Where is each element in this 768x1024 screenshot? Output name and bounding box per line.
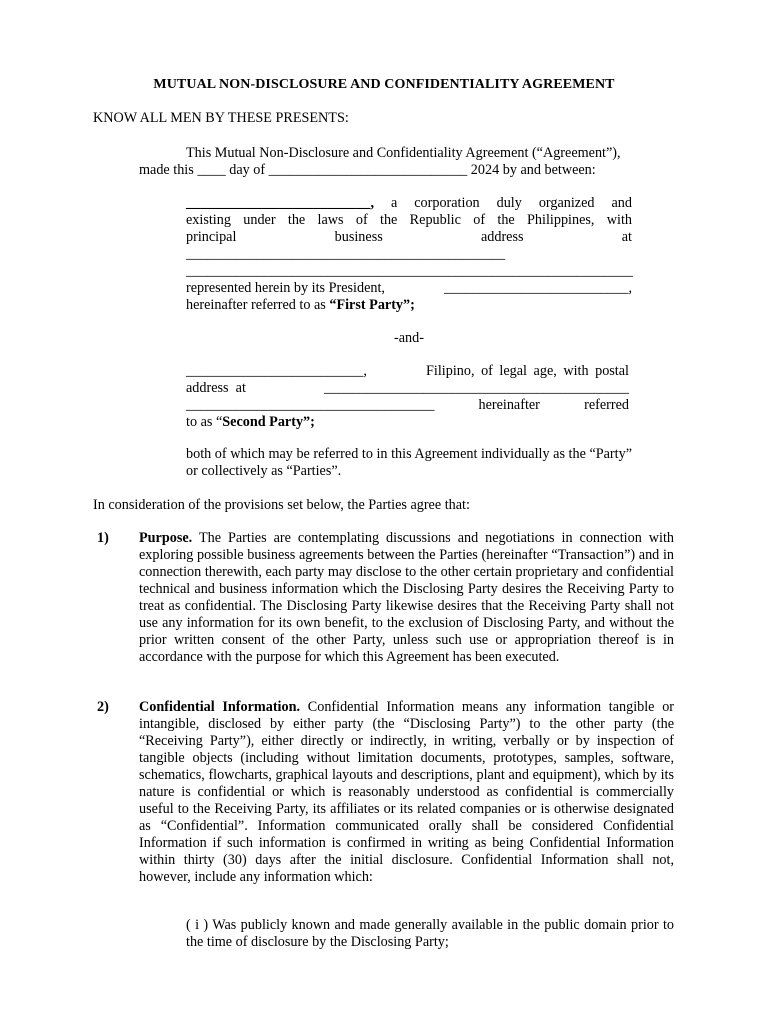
first-party-address-blank-2: _______________________________________________________________ [186,263,633,279]
word: ”; [303,414,315,430]
section-1-purpose [139,530,674,666]
first-party-line-3 [186,229,632,246]
section-2-heading: Confidential Information. [139,699,301,715]
first-party-line-1 [186,195,632,212]
consideration-line: In consideration of the provisions set below, the Parties agree that: [93,497,470,513]
second-party-label: Second Party [222,414,304,430]
subitem-i: ( i ) Was publicly known and made generally available in the public domain prior to the time of disclosure by the Disclosing Party; [186,917,674,950]
first-party-label: “First Party”; [329,297,415,313]
address-at [186,380,246,397]
word: referred [584,397,629,413]
and-separator: -and- [394,330,424,346]
first-party-block [186,195,632,314]
word: business [334,229,383,245]
section-1-text: The Parties are contemplating discussions and negotiations in connection with exploring possible business agreements between the Parties (hereinafter “Transaction”) and in connection therewith, each party may disclose to the other certain proprietary and confidential technical and business information which the Disclosing Party desires the Receiving Party to treat as confidential. The Disclosing Party likewise desires that the Receiving Party shall not use any information for its own benefit, to the exclusion of Disclosing Party, and without the prior written consent of the other Party, unless such use or appropriation thereof is in accordance with the purpose for which this Agreement has been executed. [139,530,674,665]
second-party-line-4 [186,414,629,431]
word: address [480,229,524,245]
preamble-line-2: made this ____ day of ____________________________ 2024 by and between: [139,162,596,178]
word: principal [186,229,237,245]
word: duly [496,195,522,211]
second-party-line-3 [186,397,629,414]
second-party-name-blank: _________________________, [186,363,367,379]
section-1-heading: Purpose. [139,530,193,546]
preamble [139,145,674,179]
represented-text: represented herein by its President, [186,280,385,296]
first-party-line-6 [186,280,632,297]
second-party-line-2 [186,380,629,397]
both-parties-paragraph: both of which may be referred to in this Agreement individually as the “Party” or collectively as “Parties”. [186,446,632,479]
word: at [621,229,632,245]
section-2-number: 2) [97,699,109,715]
word: hereinafter [478,397,540,413]
second-party-line-1 [186,363,629,380]
hereinafter-text: hereinafter referred to as [186,297,330,313]
preamble-line-1: This Mutual Non-Disclosure and Confidentiality Agreement (“Agreement”), [186,145,621,161]
postal-address-blank: ___________________________________________ [323,380,629,396]
postal-address-blank-2: ___________________________________ [186,397,435,413]
citizenship-text: Filipino, of legal age, with postal [426,363,629,379]
word: a [390,195,398,211]
intro-line: KNOW ALL MEN BY THESE PRESENTS: [93,110,349,126]
word: address [186,380,229,396]
section-2-text: Confidential Information means any information tangible or intangible, disclosed by either party (the “Disclosing Party”) to the other party (the “Receiving Party”), either directly or indirectly, in writing, verbally or by inspection of tangible objects (including without limitation documents, prototypes, samples, software, schematics, flowcharts, graphical layouts and descriptions, plant and equipment), which by its nature is confidential or which is reasonably understood as confidential is commercially useful to the Receiving Party, its affiliates or its related companies or is otherwise designated as “Confidential”. Information communicated orally shall be considered Confidential Information if such information is confirmed in writing as being Confidential Information within thirty (30) days after the initial disclosure. Confidential Information shall not, however, include any information which: [139,699,675,885]
word: and [611,195,632,211]
first-party-name-blank: __________________________, [186,195,374,211]
first-party-line-7 [186,297,632,314]
section-2-confidential-information [139,699,674,886]
second-party-block [186,363,629,431]
word: at [235,380,246,396]
word: corporation [414,195,480,211]
section-1-number: 1) [97,530,109,546]
first-party-address-blank-1: _____________________________________________ [186,246,506,262]
document-title: MUTUAL NON-DISCLOSURE AND CONFIDENTIALITY AGREEMENT [153,77,615,92]
word: to as “ [186,414,223,430]
president-name-blank: __________________________, [444,280,632,296]
first-party-line-2: existing under the laws of the Republic of the Philippines, with [186,212,632,228]
word: organized [538,195,595,211]
